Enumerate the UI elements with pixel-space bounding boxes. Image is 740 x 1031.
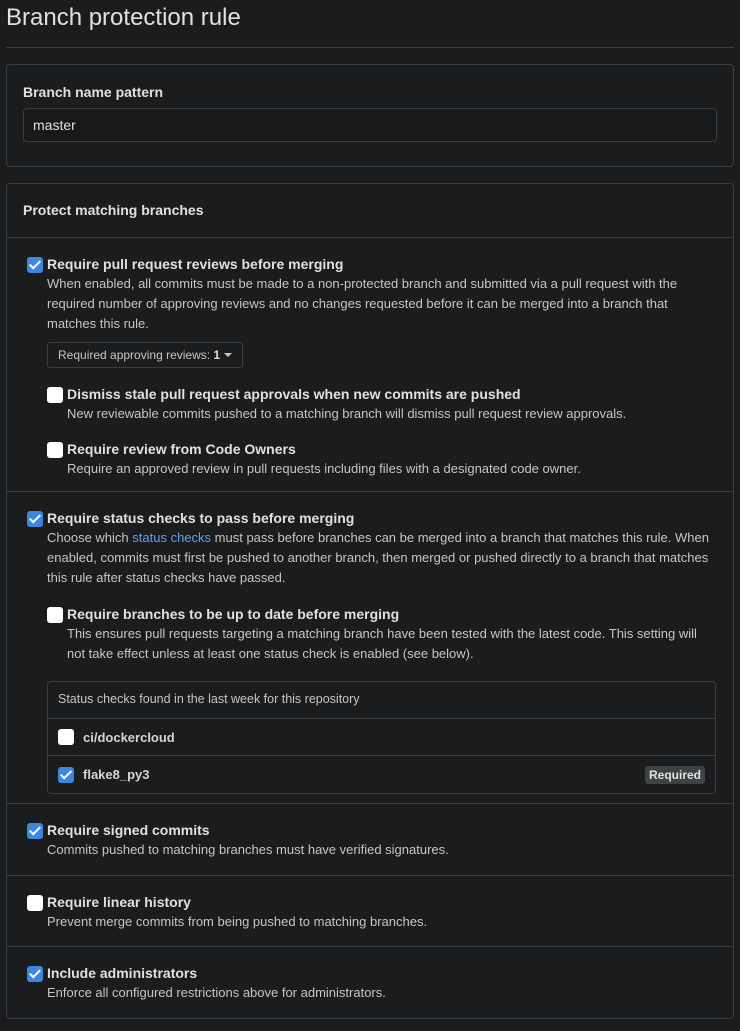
page-title: Branch protection rule: [6, 4, 241, 31]
branch-name-box: [6, 64, 734, 167]
section-status-checks: [7, 492, 733, 804]
branch-name-label: Branch name pattern: [23, 84, 164, 100]
linear-history-title: Require linear history: [47, 894, 191, 910]
dismiss-stale-title: Dismiss stale pull request approvals when new commits are pushed: [67, 386, 521, 402]
linear-history-desc: Prevent merge commits from being pushed to matching branches.: [47, 914, 428, 929]
status-checks-desc: Choose which status checks must pass before branches can be merged into a branch that matches this rule. When enabled, commits must first be pushed to another branch, then merged or pushed directly to a branch that matches this rule after status checks have passed.: [47, 530, 709, 585]
status-checks-header: Status checks found in the last week for this repository: [48, 682, 715, 719]
signed-commits-title: Require signed commits: [47, 822, 210, 838]
status-checks-checkbox[interactable]: [27, 511, 43, 527]
dropdown-value: 1: [213, 348, 221, 362]
status-check-row: [48, 756, 715, 793]
code-owners-checkbox[interactable]: [47, 442, 63, 458]
status-check-checkbox[interactable]: [58, 729, 74, 745]
pr-reviews-desc: When enabled, all commits must be made to a non-protected branch and submitted via a pull request with the required number of approving reviews and no changes requested before it can be merged into a branch that matches this rule.: [47, 276, 678, 331]
signed-commits-checkbox[interactable]: [27, 823, 43, 839]
dropdown-label: Required approving reviews:: [58, 348, 211, 362]
protect-branches-box: [6, 183, 734, 1019]
section-linear-history: [7, 876, 733, 947]
branch-name-input[interactable]: master: [23, 108, 717, 142]
dismiss-stale-checkbox[interactable]: [47, 387, 63, 403]
up-to-date-desc: This ensures pull requests targeting a matching branch have been tested with the latest code. This setting will not take effect unless at least one status check is enabled (see below).: [67, 626, 697, 661]
status-check-checkbox[interactable]: [58, 767, 74, 783]
dismiss-stale-desc: New reviewable commits pushed to a matching branch will dismiss pull request review approvals.: [67, 406, 627, 421]
code-owners-desc: Require an approved review in pull requests including files with a designated code owner.: [67, 461, 581, 476]
status-check-name: flake8_py3: [83, 767, 150, 782]
status-checks-title: Require status checks to pass before merging: [47, 510, 355, 526]
pr-reviews-title: Require pull request reviews before merging: [47, 256, 344, 272]
divider: [6, 47, 734, 48]
up-to-date-title: Require branches to be up to date before merging: [67, 606, 400, 622]
section-pr-reviews: [7, 238, 733, 492]
include-admins-desc: Enforce all configured restrictions above for administrators.: [47, 985, 386, 1000]
approving-reviews-dropdown[interactable]: [47, 342, 243, 368]
linear-history-checkbox[interactable]: [27, 895, 43, 911]
code-owners-title: Require review from Code Owners: [67, 441, 296, 457]
status-check-row: [48, 719, 715, 756]
pr-reviews-checkbox[interactable]: [27, 257, 43, 273]
up-to-date-checkbox[interactable]: [47, 607, 63, 623]
section-include-admins: [7, 947, 733, 1019]
section-signed-commits: [7, 804, 733, 876]
protect-header: Protect matching branches: [7, 184, 733, 238]
signed-commits-desc: Commits pushed to matching branches must have verified signatures.: [47, 842, 449, 857]
status-checks-list: [47, 681, 716, 794]
status-checks-link[interactable]: status checks: [132, 530, 212, 545]
include-admins-checkbox[interactable]: [27, 966, 43, 982]
include-admins-title: Include administrators: [47, 965, 198, 981]
caret-down-icon: [224, 353, 232, 357]
status-check-name: ci/dockercloud: [83, 729, 175, 745]
required-badge: Required: [645, 766, 705, 784]
